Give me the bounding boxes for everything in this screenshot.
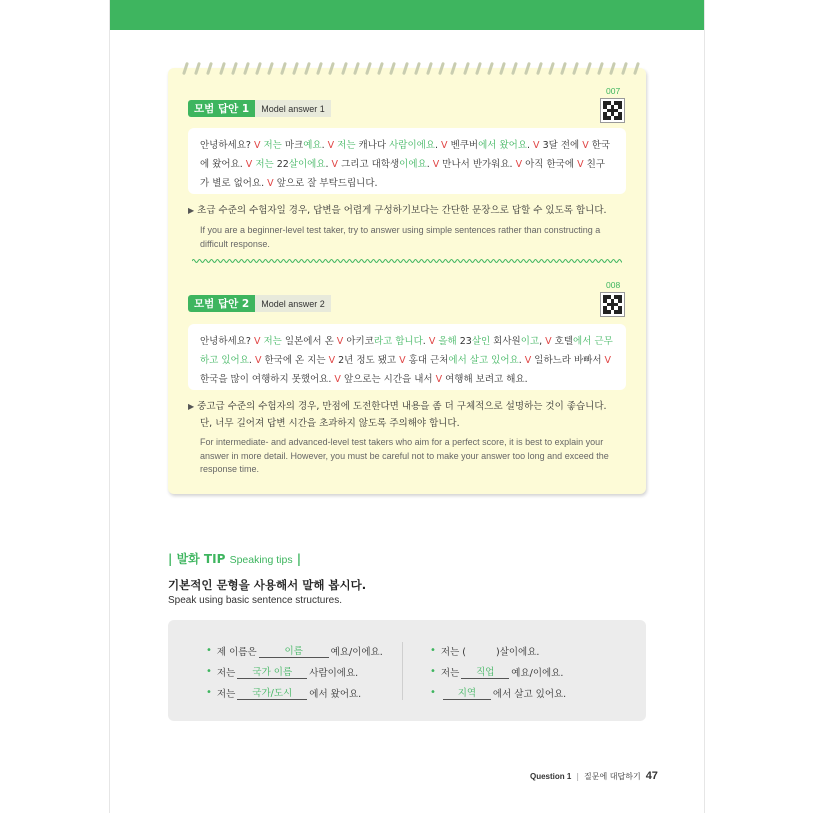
notepad-ring (597, 62, 604, 75)
footer-separator: | (576, 772, 580, 781)
pattern-item (430, 640, 566, 661)
highlighted-phrase: 에서 살고 있어요 (448, 355, 519, 366)
bullet-icon: • (206, 645, 212, 656)
audio-code-008: 008 (606, 280, 621, 290)
footer-question: Question 1 (530, 772, 572, 781)
bullet-icon: • (206, 666, 212, 677)
notepad-ring (402, 62, 409, 75)
bullet-icon: • (430, 666, 436, 677)
notepad-ring (499, 62, 506, 75)
notepad-ring (194, 62, 201, 75)
pattern-text: 에서 살고 있어요. (492, 688, 567, 700)
pause-mark: V (582, 140, 592, 151)
audio-code-007: 007 (606, 86, 621, 96)
model-answer-2-note-ko-2: 단, 너무 길어져 답변 시간을 초과하지 않도록 주의해야 합니다. (200, 418, 460, 429)
model-answers-card (168, 68, 646, 494)
notepad-ring (341, 62, 348, 75)
answer-text: 23 (456, 336, 472, 347)
highlighted-phrase: 에서 왔어요 (478, 140, 527, 151)
pause-mark: V (267, 178, 277, 189)
notepad-ring (377, 62, 384, 75)
answer-text: . (422, 336, 429, 347)
notepad-ring (560, 62, 567, 75)
model-answer-1-note-en: If you are a beginner-level test taker, try to answer using simple sentences rather than constructing a difficult response. (200, 225, 601, 249)
highlighted-phrase: 살이에요 (288, 159, 326, 170)
answer-text: . (434, 140, 442, 151)
answer-text: 그리고 대학생 (341, 159, 400, 170)
notepad-ring (267, 62, 274, 75)
highlighted-phrase: 예요 (303, 140, 322, 151)
notepad-ring (524, 62, 531, 75)
header-bar (110, 0, 704, 30)
notepad-ring (292, 62, 299, 75)
pattern-text: 제 이름은 (216, 646, 257, 658)
pattern-text: 예요/이에요. (511, 667, 564, 679)
tips-title-ko: 기본적인 문형을 사용해서 말해 봅시다. (168, 578, 367, 592)
notepad-ring (633, 62, 640, 75)
notepad-ring (487, 62, 494, 75)
patterns-right-column (430, 640, 566, 703)
model-answer-1-label-en: Model answer 1 (255, 100, 331, 117)
footer-section-title: 질문에 대답하기 (584, 772, 641, 781)
fill-in-blank: 이름 (259, 643, 329, 658)
model-answer-2-label (188, 295, 331, 312)
answer-text: 여행해 보려고 해요. (445, 374, 528, 385)
model-answer-2-label-ko: 모범 답안 2 (188, 295, 255, 312)
pattern-item (430, 661, 566, 682)
notepad-ring (304, 62, 311, 75)
notepad-ring (548, 62, 555, 75)
model-answer-2-label-en: Model answer 2 (255, 295, 331, 312)
notepad-ring (353, 62, 360, 75)
answer-text: 만나서 반가워요. (442, 159, 516, 170)
highlighted-phrase: 살인 (471, 336, 491, 347)
highlighted-phrase: 이고 (520, 336, 540, 347)
highlighted-phrase: 이에요 (399, 159, 427, 170)
model-answer-1-label (188, 100, 331, 117)
pause-mark: V (435, 374, 446, 385)
page-number: 47 (645, 770, 658, 782)
pause-mark: V (336, 336, 347, 347)
pattern-item (206, 661, 383, 682)
answer-text: . (325, 159, 332, 170)
pause-mark: V (441, 140, 451, 151)
notepad-ring (426, 62, 433, 75)
answer-text: 2년 정도 됐고 (338, 355, 400, 366)
highlighted-phrase: 올해 (438, 336, 457, 347)
notepad-ring (621, 62, 628, 75)
answer-text: . (518, 355, 525, 366)
notepad-ring (316, 62, 323, 75)
tips-title-en: Speak using basic sentence structures. (168, 595, 342, 606)
highlighted-phrase: 사람이에요 (389, 140, 435, 151)
notepad-ring (572, 62, 579, 75)
wavy-divider (192, 258, 622, 264)
pattern-text: )살이에요. (496, 646, 540, 658)
answer-text: 캐나다 (355, 140, 390, 151)
pause-mark: V (254, 355, 265, 366)
pause-mark: V (577, 159, 587, 170)
pause-mark: V (245, 159, 256, 170)
highlighted-phrase: 저는 (255, 159, 274, 170)
notepad-ring (450, 62, 457, 75)
answer-text: 앞으로는 시간을 내서 (343, 374, 436, 385)
tips-heading: | 발화 TIP Speaking tips | (168, 552, 302, 566)
answer-text: 아직 한국에 (525, 159, 578, 170)
answer-text: 22 (273, 159, 289, 170)
notepad-ring (389, 62, 396, 75)
pattern-text: 저는 (216, 667, 236, 679)
model-answer-2-note-en: For intermediate- and advanced-level test takers who aim for a perfect score, it is best to explain your answer in more detail. However, you must be careful not to make your answer too long and exceed the response time. (200, 437, 609, 474)
pause-mark: V (253, 140, 264, 151)
notepad-ring (255, 62, 262, 75)
notepad-ring (328, 62, 335, 75)
notepad-ring (365, 62, 372, 75)
patterns-left-column (206, 640, 383, 703)
pattern-text: 에서 왔어요. (309, 688, 362, 700)
answer-text: 마크 (281, 140, 304, 151)
tips-bar-left: | (168, 552, 177, 566)
pattern-text: 예요/이에요. (330, 646, 383, 658)
notepad-ring (243, 62, 250, 75)
answer-text: 회사원 (490, 336, 521, 347)
pause-mark: V (515, 159, 526, 170)
answer-text: 아키코 (346, 336, 374, 347)
bullet-icon: • (206, 687, 212, 698)
notepad-ring (219, 62, 226, 75)
answer-text: 앞으로 잘 부탁드립니다. (276, 178, 378, 189)
pattern-text: 저는 (216, 688, 236, 700)
notepad-ring (463, 62, 470, 75)
column-divider (402, 642, 403, 700)
fill-in-blank: 지역 (443, 685, 491, 700)
answer-text: 친구가 별로 없어요. (200, 159, 605, 189)
highlighted-phrase: 저는 (263, 336, 282, 347)
pause-mark: V (331, 159, 342, 170)
sentence-patterns-box (168, 620, 646, 721)
pause-mark: V (334, 374, 344, 385)
pattern-text: 사람이에요. (309, 667, 359, 679)
book-page (110, 0, 704, 813)
pattern-item (206, 640, 383, 661)
notepad-rings (178, 62, 638, 76)
answer-text: . (321, 140, 328, 151)
answer-text: 한국을 많이 여행하지 못했어요. (200, 374, 335, 385)
notepad-ring (414, 62, 421, 75)
notepad-ring (438, 62, 445, 75)
page-footer (530, 770, 658, 782)
notepad-ring (231, 62, 238, 75)
notepad-ring (280, 62, 287, 75)
notepad-ring (609, 62, 616, 75)
answer-text: 홍대 근처 (408, 355, 449, 366)
pattern-text: 저는 (440, 667, 460, 679)
fill-in-blank: 국가/도시 (237, 685, 307, 700)
fill-in-blank: 국가 이름 (237, 664, 307, 679)
bullet-icon: • (430, 645, 436, 656)
pattern-item (430, 682, 566, 703)
fill-in-blank: 직업 (461, 664, 509, 679)
model-answer-1-text (188, 128, 626, 194)
notepad-ring (536, 62, 543, 75)
notepad-ring (511, 62, 518, 75)
pause-mark: V (428, 336, 439, 347)
notepad-ring (182, 62, 189, 75)
pause-mark: V (524, 355, 535, 366)
answer-text: 안녕하세요? (200, 140, 254, 151)
answer-text: . (248, 355, 255, 366)
pause-mark: V (604, 355, 612, 366)
pause-mark: V (253, 336, 264, 347)
highlighted-phrase: 라고 합니다 (373, 336, 423, 347)
qr-code-icon[interactable] (600, 98, 625, 123)
pause-mark: V (533, 140, 543, 151)
answer-text: 일하느라 바빠서 (534, 355, 605, 366)
answer-text: 한국에 왔어요. (200, 140, 611, 170)
model-answer-1-label-ko: 모범 답안 1 (188, 100, 255, 117)
notepad-ring (475, 62, 482, 75)
model-answer-2-note-ko: ▶ 중고급 수준의 수험자의 경우, 만점에 도전한다면 내용을 좀 더 구체적으로 설명하는 것이 좋습니다. (188, 401, 607, 412)
answer-text: 일본에서 온 (281, 336, 337, 347)
highlighted-phrase: 에서 근무하고 있어요 (200, 336, 613, 366)
pattern-text: 저는 ( (440, 646, 466, 658)
answer-text: 호텔 (554, 336, 574, 347)
answer-text: . (527, 140, 534, 151)
highlighted-phrase: 저는 (337, 140, 356, 151)
bullet-icon: • (430, 687, 436, 698)
triangle-bullet-icon: ▶ (188, 206, 195, 215)
answer-text: 한국에 온 지는 (264, 355, 329, 366)
pause-mark: V (327, 140, 338, 151)
pause-mark: V (399, 355, 409, 366)
tips-bar-right: | (292, 552, 302, 566)
answer-text: , (539, 336, 546, 347)
model-answer-2-text (188, 324, 626, 390)
answer-text: 3달 전에 (542, 140, 583, 151)
answer-text: 안녕하세요? (200, 336, 254, 347)
pause-mark: V (328, 355, 339, 366)
highlighted-phrase: 저는 (263, 140, 282, 151)
pause-mark: V (432, 159, 443, 170)
answer-text: . (426, 159, 433, 170)
model-answer-1-note-ko: ▶ 초급 수준의 수험자일 경우, 답변을 어렵게 구성하기보다는 간단한 문장으로 답할 수 있도록 합니다. (188, 205, 607, 216)
triangle-bullet-icon: ▶ (188, 402, 195, 411)
qr-code-icon[interactable] (600, 292, 625, 317)
notepad-ring (585, 62, 592, 75)
notepad-ring (206, 62, 213, 75)
pause-mark: V (545, 336, 555, 347)
pattern-item (206, 682, 383, 703)
answer-text: 벤쿠버 (450, 140, 479, 151)
